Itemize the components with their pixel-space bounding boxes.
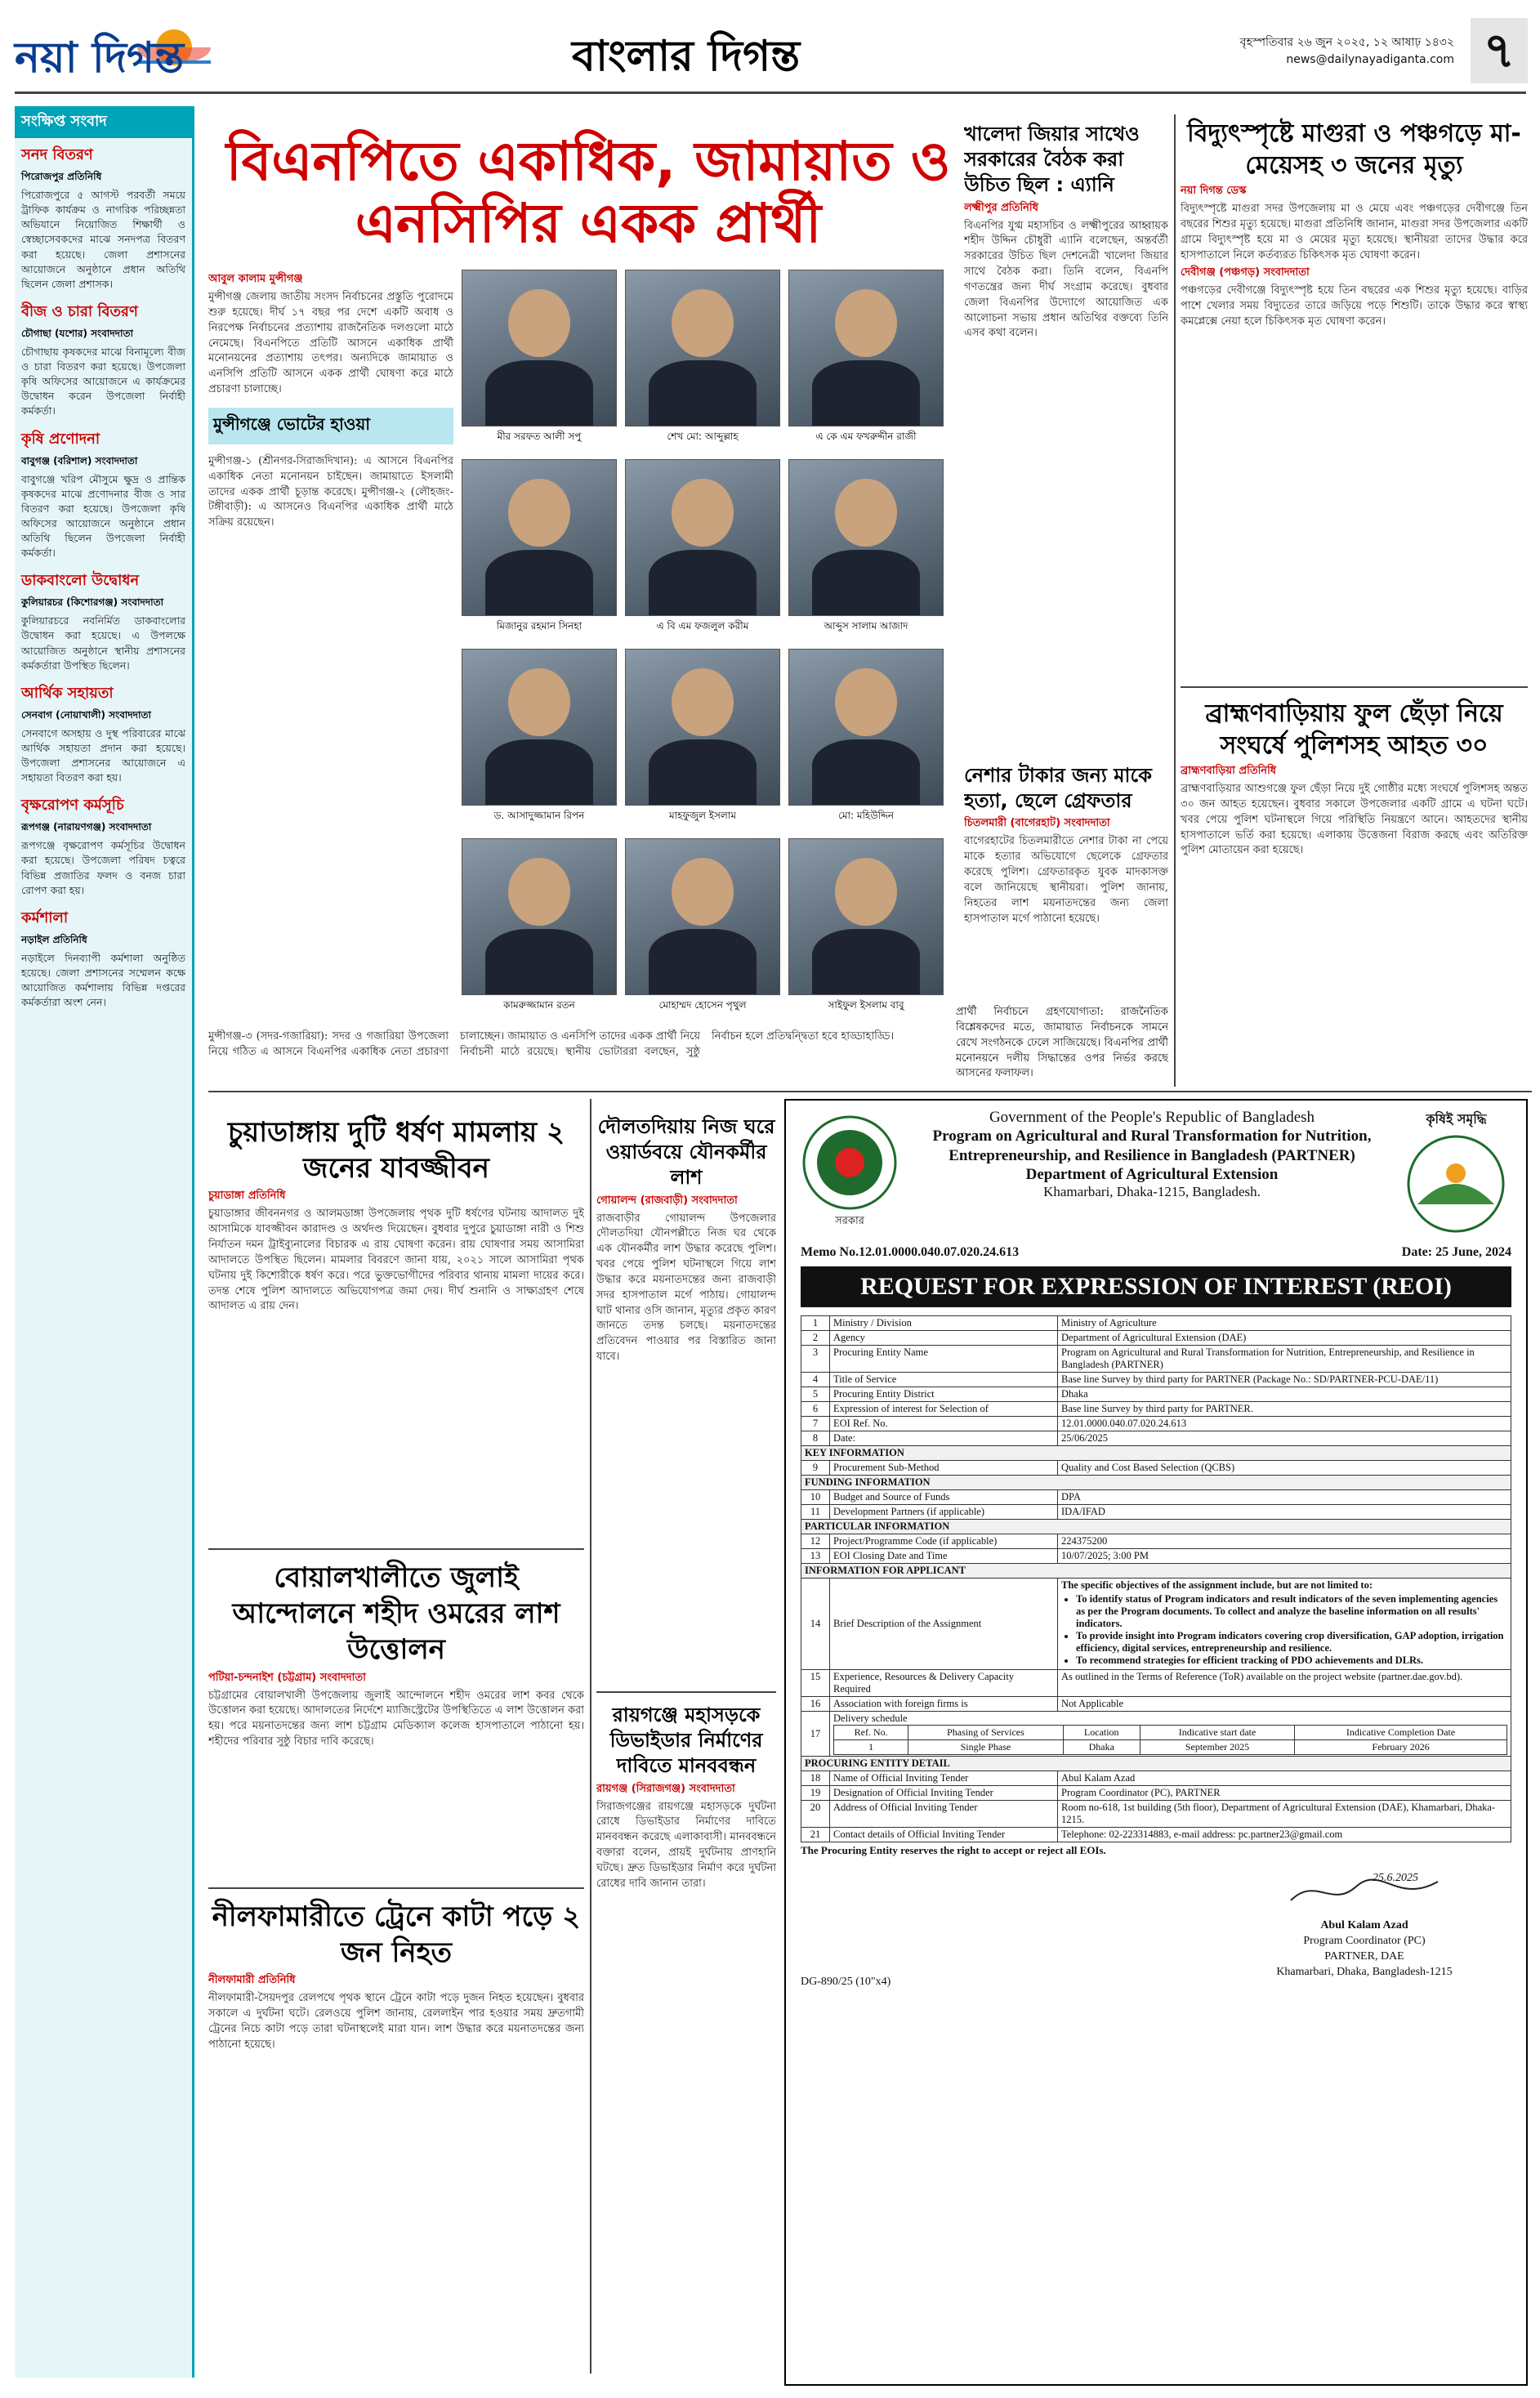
reoi-row-label: Agency — [830, 1331, 1058, 1346]
lead-subhead: মুন্সীগঞ্জে ভোটের হাওয়া — [208, 408, 453, 444]
sidebar-item-byline: পিরোজপুর প্রতিনিধি — [21, 171, 102, 182]
lead-byline: আবুল কালাম মুন্সীগঞ্জ — [208, 273, 303, 285]
candidate-photo-card — [788, 838, 944, 1020]
reoi-row-value: 12.01.0000.040.07.020.24.613 — [1058, 1417, 1511, 1431]
reoi-row — [801, 1331, 1511, 1346]
farmer-logo-icon — [1401, 1131, 1511, 1237]
reoi-row-number: 19 — [801, 1786, 830, 1801]
reoi-row-label: Designation of Official Inviting Tender — [830, 1786, 1058, 1801]
candidate-photo-card — [462, 270, 617, 451]
reoi-row-label: Procuring Entity Name — [830, 1346, 1058, 1373]
masthead — [0, 0, 1540, 98]
sidebar-item-byline: বাবুগঞ্জ (বরিশাল) সংবাদদাতা — [21, 454, 138, 467]
divider — [208, 1887, 584, 1889]
krishi-logo-text: কৃষিই সমৃদ্ধি — [1426, 1111, 1487, 1127]
reoi-row-label: Budget and Source of Funds — [830, 1490, 1058, 1505]
issue-date: বৃহস্পতিবার ২৬ জুন ২০২৫, ১২ আষাঢ় ১৪৩২ — [1239, 36, 1454, 49]
reoi-banner: REQUEST FOR EXPRESSION OF INTEREST (REOI) — [801, 1266, 1511, 1307]
reoi-row-label: Project/Programme Code (if applicable) — [830, 1534, 1058, 1549]
nilphamari-headline: নীলফামারীতে ট্রেনে কাটা পড়ে ২ জন নিহত — [212, 1900, 581, 1970]
sidebar-item-body: সেনবাগে অসহায় ও দুস্থ পরিবারের মাঝে আর্থিক সহায়তা প্রদান করা হয়েছে। উপজেলা প্রশাসনের আয়োজনে এ সহায়তা বিতরণ করা হয়। — [21, 726, 185, 784]
lead-col-bottom — [208, 1029, 952, 1078]
reoi-section-header — [801, 1757, 1511, 1771]
seal-text: সরকার — [835, 1215, 864, 1227]
candidate-photo — [625, 649, 780, 806]
reoi-row-label: Date: — [830, 1431, 1058, 1446]
divider — [1181, 686, 1528, 688]
reoi-row-value: Program Coordinator (PC), PARTNER — [1058, 1786, 1511, 1801]
reoi-row — [801, 1801, 1511, 1828]
divider — [208, 1548, 584, 1550]
delivery-header-cell: Location — [1063, 1726, 1140, 1740]
reoi-row-label: Procurement Sub-Method — [830, 1461, 1058, 1476]
sidebar-item-title: সনদ বিতরণ — [21, 146, 93, 163]
signature-date: 25.6.2025 — [1373, 1872, 1418, 1884]
reoi-row-number: 17 — [801, 1712, 830, 1757]
reoi-row-label: EOI Closing Date and Time — [830, 1549, 1058, 1564]
raiganj-body: সিরাজগঞ্জের রায়গঞ্জে মহাসড়কে দুর্ঘটনা রোধে ডিভাইডার নির্মাণের দাবিতে মানববন্ধন করেছে এলাকাবাসী। মানববন্ধনে বক্তারা বলেন, প্রায়ই দুর্ঘটনায় প্রাণহানি ঘটছে। দ্রুত ডিভাইডার নির্মাণ করে দুর্ঘটনা রোধের দাবি জানান তারা। — [596, 1800, 776, 1890]
reoi-row-value: Not Applicable — [1058, 1697, 1511, 1712]
candidate-photo-card — [462, 459, 617, 641]
nilphamari-body: নীলফামারী-সৈয়দপুর রেলপথে পৃথক স্থানে ট্রেনে কাটা পড়ে দুজন নিহত হয়েছেন। বুধবার সকালে এ দুর্ঘটনা ঘটে। রেলওয়ে পুলিশ জানায়, রেললাইন পার হওয়ার সময় দ্রুতগামী ট্রেনের নিচে কাটা পড়ে তারা ঘটনাস্থলেই মারা যান। লাশ উদ্ধার করে ময়নাতদন্তের জন্য পাঠানো হয়েছে। — [208, 1992, 584, 2051]
candidate-photo — [625, 270, 780, 426]
khaleda-byline: লক্ষ্মীপুর প্রতিনিধি — [964, 201, 1038, 214]
reoi-row — [801, 1534, 1511, 1549]
candidate-photo-card — [625, 270, 780, 451]
reoi-row-number: 12 — [801, 1534, 830, 1549]
reoi-row-value: 224375200 — [1058, 1534, 1511, 1549]
delivery-cell: February 2026 — [1295, 1740, 1507, 1755]
reoi-row — [801, 1431, 1511, 1446]
magura-body-2: পঞ্চগড়ের দেবীগঞ্জে বিদ্যুৎস্পৃষ্ট হয়ে তিন বছরের এক শিশুর মৃত্যু হয়েছে। বাড়ির পাশে খেলার সময় বিদ্যুতের তারে জড়িয়ে পড়ে শিশুটি। তাকে উদ্ধার করে স্বাস্থ্য কমপ্লেক্সে নেয়া হলে চিকিৎসক মৃত ঘোষণা করেন। — [1181, 284, 1528, 328]
sidebar-news-item — [21, 793, 185, 898]
sidebar-news-item — [21, 427, 185, 561]
lead-headline: বিএনপিতে একাধিক, জামায়াত ও এনসিপির একক প্রার্থী — [225, 130, 951, 255]
boalkhali-headline: বোয়ালখালীতে জুলাই আন্দোলনে শহীদ ওমরের লাশ উত্তোলন — [232, 1561, 560, 1667]
nilphamari-story — [208, 1896, 584, 2378]
delivery-schedule-label: Delivery schedule — [833, 1713, 908, 1724]
sidebar-item-body: কুলিয়ারচরে নবনির্মিত ডাকবাংলোর উদ্বোধন করা হয়েছে। এ উপলক্ষে আয়োজিত অনুষ্ঠানে স্থানীয় প্রশাসনের কর্মকর্তারা উপস্থিত ছিলেন। — [21, 614, 185, 672]
dg-code: DG-890/25 (10"x4) — [801, 1976, 891, 1988]
reoi-row-number: 11 — [801, 1505, 830, 1520]
sidebar-item-byline: রূপগঞ্জ (নারায়ণগঞ্জ) সংবাদদাতা — [21, 821, 152, 833]
sidebar-item-body: চৌগাছায় কৃষকদের মাঝে বিনামূল্যে বীজ ও চারা বিতরণ করা হয়েছে। উপজেলা কৃষি অফিসের আয়োজনে এ কার্যক্রমের উদ্বোধন করেন উপজেলা নির্বাহী কর্মকর্তা। — [21, 345, 185, 418]
reoi-row-value: Dhaka — [1058, 1387, 1511, 1402]
candidate-photo-card — [462, 649, 617, 830]
reoi-row-label: Brief Description of the Assignment — [830, 1579, 1058, 1670]
candidate-photo — [788, 270, 944, 426]
reoi-row-number: 20 — [801, 1801, 830, 1828]
divider — [596, 1691, 776, 1693]
sidebar-item-title: বীজ ও চারা বিতরণ — [21, 302, 138, 320]
reoi-row-number: 4 — [801, 1373, 830, 1387]
raiganj-story — [596, 1699, 776, 2378]
page-number: ৭ — [1471, 18, 1528, 83]
reoi-row-value: DPA — [1058, 1490, 1511, 1505]
reoi-row — [801, 1828, 1511, 1842]
reoi-row-value: Base line Survey by third party for PARTNER (Package No.: SD/PARTNER-PCU-DAE/11) — [1058, 1373, 1511, 1387]
candidate-photo — [462, 649, 617, 806]
khaleda-headline: খালেদা জিয়ার সাথেও সরকারের বৈঠক করা উচিত ছিল : এ্যানি — [964, 123, 1140, 197]
ad-dept-line: Department of Agricultural Extension — [1025, 1165, 1279, 1183]
sidebar-news-item — [21, 300, 185, 419]
reoi-row-label: Address of Official Inviting Tender — [830, 1801, 1058, 1828]
magura-body: বিদ্যুৎস্পৃষ্টে মাগুরা সদর উপজেলায় মা ও মেয়ে এবং পঞ্চগড়ের দেবীগঞ্জে তিন বছরের শিশুর মৃত্যু হয়েছে। মাগুরা প্রতিনিধি জানান, মাগুরা সদর উপজেলার একটি গ্রামে বিদ্যুৎস্পৃষ্ট হয়ে মা ও মেয়ের মৃত্যু হয়েছে। স্থানীয়রা তাদের উদ্ধার করে হাসপাতালে নিলে কর্তব্যরত চিকিৎসক মৃত ঘোষণা করেন। — [1181, 203, 1528, 261]
reoi-row-label: Association with foreign firms is — [830, 1697, 1058, 1712]
sidebar-item-body: বাবুগঞ্জে খরিপ মৌসুমে ক্ষুদ্র ও প্রান্তিক কৃষকদের মাঝে প্রণোদনার বীজ ও সার বিতরণ করা হয়েছে। উপজেলা কৃষি অফিসের আয়োজনে অনুষ্ঠানে প্রধান অতিথি ছিলেন উপজেলা নির্বাহী কর্মকর্তা। — [21, 472, 185, 560]
sidebar-item-byline: নড়াইল প্রতিনিধি — [21, 933, 87, 945]
reoi-row-value: IDA/IFAD — [1058, 1505, 1511, 1520]
reoi-row — [801, 1316, 1511, 1331]
neshar-byline: চিতলমারী (বাগেরহাট) সংবাদদাতা — [964, 817, 1110, 830]
candidate-photo — [625, 838, 780, 995]
sig-name: Abul Kalam Azad — [1320, 1919, 1408, 1931]
candidate-photo — [788, 838, 944, 995]
lead-body-3: মুন্সীগঞ্জ-৩ (সদর-গজারিয়া): সদর ও গজারিয়া উপজেলা নিয়ে গঠিত এ আসনে বিএনপির একাধিক নেতা প্রচারণা চালাচ্ছেন। জামায়াত ও এনসিপি তাদের একক প্রার্থী নিয়ে নির্বাচনী মাঠে রয়েছে। স্থানীয় ভোটাররা বলছেন, সুষ্ঠু নির্বাচন হলে প্রতিদ্বন্দ্বিতা হবে হাড্ডাহাড্ডি। — [208, 1030, 895, 1058]
khaleda-body: বিএনপির যুগ্ম মহাসচিব ও লক্ষ্মীপুরের আহ্বায়ক শহীদ উদ্দিন চৌধুরী এ্যানি বলেছেন, অন্তর্বর্তী সরকারের উচিত ছিল দেশনেত্রী খালেদা জিয়ার সাথে বৈঠক করা। তিনি বলেন, বিএনপি গণতন্ত্রের জন্য দীর্ঘ সংগ্রাম করেছে। বুধবার জেলা বিএনপির উদ্যোগে আয়োজিত এক আলোচনা সভায় প্রধান অতিথির বক্তব্যে তিনি এসব কথা বলেন। — [964, 219, 1168, 340]
magura-headline: বিদ্যুৎস্পৃষ্টে মাগুরা ও পঞ্চগড়ে মা-মেয়েসহ ৩ জনের মৃত্যু — [1187, 119, 1521, 180]
reoi-row-value: Ministry of Agriculture — [1058, 1316, 1511, 1331]
reoi-row-number: 21 — [801, 1828, 830, 1842]
brahmanbaria-body: ব্রাহ্মণবাড়িয়ার আশুগঞ্জে ফুল ছেঁড়া নিয়ে দুই গোষ্ঠীর মধ্যে সংঘর্ষে পুলিশসহ অন্তত ৩০ জন আহত হয়েছেন। বুধবার সকালে উপজেলার একটি গ্রামে এ ঘটনা ঘটে। খবর পেয়ে পুলিশ ঘটনাস্থলে গিয়ে পরিস্থিতি নিয়ন্ত্রণে আনে। আহতদের স্থানীয় হাসপাতালে ভর্তি করা হয়েছে। এলাকায় উত্তেজনা বিরাজ করছে এবং অতিরিক্ত পুলিশ মোতায়েন করা হয়েছে। — [1181, 783, 1528, 857]
ad-date: Date: 25 June, 2024 — [1401, 1245, 1511, 1259]
candidate-photo — [625, 459, 780, 616]
brahmanbaria-headline: ব্রাহ্মণবাড়িয়ায় ফুল ছেঁড়া নিয়ে সংঘর্ষে পুলিশসহ আহত ৩০ — [1205, 699, 1503, 760]
doulatdia-headline: দৌলতদিয়ায় নিজ ঘরে ওয়ার্ডবয়ে যৌনকর্মীর লাশ — [597, 1115, 775, 1190]
reoi-row-number: 7 — [801, 1417, 830, 1431]
sidebar-item-byline: চৌগাছা (যশোর) সংবাদদাতা — [21, 327, 133, 339]
reoi-row — [801, 1461, 1511, 1476]
raiganj-headline: রায়গঞ্জে মহাসড়কে ডিভাইডার নির্মাণের দাবিতে মানববন্ধন — [609, 1704, 763, 1778]
delivery-cell: 1 — [834, 1740, 908, 1755]
candidate-caption: শেখ মো: আব্দুল্লাহ — [667, 431, 739, 442]
reoi-row — [801, 1771, 1511, 1786]
reoi-row-number: 14 — [801, 1579, 830, 1670]
reoi-row — [801, 1490, 1511, 1505]
ad-right-logo — [1401, 1109, 1511, 1239]
reoi-row-number: 15 — [801, 1670, 830, 1697]
reoi-section-header — [801, 1446, 1511, 1461]
sig-org: PARTNER, DAE — [1324, 1949, 1404, 1963]
reoi-row-number: 8 — [801, 1431, 830, 1446]
chuadanga-byline: চুয়াডাঙ্গা প্রতিনিধি — [208, 1190, 286, 1203]
reoi-row-label: EOI Ref. No. — [830, 1417, 1058, 1431]
magura-story — [1181, 114, 1528, 678]
reoi-row — [801, 1346, 1511, 1373]
candidate-photo-card — [625, 838, 780, 1020]
sidebar-news-item — [21, 569, 185, 673]
reoi-row — [801, 1549, 1511, 1564]
candidate-caption: আব্দুস সালাম আজাদ — [824, 620, 908, 632]
reoi-row — [801, 1786, 1511, 1801]
reoi-section-title: PARTICULAR INFORMATION — [801, 1520, 1511, 1534]
neshar-headline: নেশার টাকার জন্য মাকে হত্যা, ছেলে গ্রেফতার — [964, 764, 1152, 813]
boalkhali-body: চট্টগ্রামের বোয়ালখালী উপজেলায় জুলাই আন্দোলনে শহীদ ওমরের লাশ কবর থেকে উত্তোলন করা হয়েছে। আদালতের নির্দেশে ম্যাজিস্ট্রেটের উপস্থিতিতে এ লাশ উত্তোলন করা হয়। পরে ময়নাতদন্তের জন্য লাশ চট্টগ্রাম মেডিক্যাল কলেজ হাসপাতালে পাঠানো হয়। শহীদের পরিবার সুষ্ঠু বিচার দাবি করেছে। — [208, 1689, 584, 1748]
sidebar-item-byline: সেনবাগ (নোয়াখালী) সংবাদদাতা — [21, 708, 151, 721]
reoi-row-value: Base line Survey by third party for PARTNER. — [1058, 1402, 1511, 1417]
section-title: বাংলার দিগন্ত — [572, 32, 801, 81]
reoi-row-value: As outlined in the Terms of Reference (ToR) available on the project website (partner.dae.gov.bd). — [1058, 1670, 1511, 1697]
assignment-intro: The specific objectives of the assignment include, but are not limited to: — [1061, 1579, 1373, 1591]
reoi-row — [801, 1373, 1511, 1387]
reoi-row-number: 2 — [801, 1331, 830, 1346]
boalkhali-byline: পটিয়া-চন্দনাইশ (চট্টগ্রাম) সংবাদদাতা — [208, 1671, 366, 1684]
candidate-caption: মিজানুর রহমান সিনহা — [496, 620, 583, 632]
sidebar-item-body: রূপগঞ্জে বৃক্ষরোপণ কর্মসূচির উদ্বোধন করা হয়েছে। উপজেলা পরিষদ চত্বরে বিভিন্ন প্রজাতির ফলদ ও বনজ চারা রোপণ করা হয়। — [21, 839, 185, 896]
sidebar-item-title: ডাকবাংলো উদ্বোধন — [21, 572, 140, 590]
candidate-photo-card — [788, 459, 944, 641]
reoi-row-label: Name of Official Inviting Tender — [830, 1771, 1058, 1786]
chuadanga-body: চুয়াডাঙ্গার জীবননগর ও আলমডাঙ্গা উপজেলায় পৃথক দুটি ধর্ষণের ঘটনায় আদালত দুই আসামিকে যাবজ্জীবন কারাদণ্ড ও অর্থদণ্ড দিয়েছেন। বুধবার দুপুরে চুয়াডাঙ্গা নারী ও শিশু নির্যাতন দমন ট্রাইব্যুনালের বিচারক এ রায় ঘোষণা করেন। রায় ঘোষণার সময় আসামিরা আদালতে উপস্থিত ছিলেন। মামলার বিবরণে জানা যায়, ২০২১ সালে আসামিরা পৃথক ঘটনায় দুই কিশোরীকে ধর্ষণ করে। পরে ভুক্তভোগীদের পরিবার থানায় মামলা দায়ের করে। তদন্ত শেষে পুলিশ আদালতে অভিযোগপত্র জমা দেয়। দীর্ঘ শুনানি ও সাক্ষ্যগ্রহণ শেষে আদালত এ রায় দেন। — [208, 1208, 584, 1313]
sidebar-item-title: কৃষি প্রণোদনা — [21, 430, 100, 448]
candidate-caption: ড. আসাদুজ্জামান রিপন — [493, 810, 585, 821]
reoi-row-value: Room no-618, 1st building (5th floor), Department of Agricultural Extension (DAE), Khamarbari, Dhaka-1215. — [1058, 1801, 1511, 1828]
reoi-row — [801, 1712, 1511, 1757]
candidate-photo-card — [625, 459, 780, 641]
reoi-row-number: 13 — [801, 1549, 830, 1564]
reoi-row — [801, 1402, 1511, 1417]
candidate-photo-card — [788, 270, 944, 451]
lead-body-2: মুন্সীগঞ্জ-১ (শ্রীনগর-সিরাজদিখান): এ আসনে বিএনপির একাধিক নেতা মনোনয়ন চাইছেন। জামায়াতে ইসলামী তাদের একক প্রার্থী চূড়ান্ত করেছে। মুন্সীগঞ্জ-২ (লৌহজং-টঙ্গীবাড়ী): এ আসনেও বিএনপির একাধিক প্রার্থী মাঠে সক্রিয় রয়েছেন। — [208, 454, 453, 529]
reoi-row-label: Procuring Entity District — [830, 1387, 1058, 1402]
reoi-row-label: Ministry / Division — [830, 1316, 1058, 1331]
sidebar-news-item — [21, 681, 185, 786]
reoi-advertisement — [784, 1099, 1528, 2386]
candidate-caption: এ কে এম ফখরুদ্দীন রাজী — [815, 431, 917, 442]
reoi-row-label: Expression of interest for Selection of — [830, 1402, 1058, 1417]
assignment-objective: • To identify status of Program indicators and result indicators of the seven implementing agencies as per the Program documents. To collect and analyze the baseline information on all results' indicators. — [1076, 1593, 1507, 1630]
divider — [590, 1099, 591, 2373]
delivery-header-cell: Indicative start date — [1140, 1726, 1294, 1740]
reoi-row-label: Experience, Resources & Delivery Capacity Required — [830, 1670, 1058, 1697]
reoi-row-number: 18 — [801, 1771, 830, 1786]
brahmanbaria-story — [1181, 694, 1528, 1087]
reoi-row-label: Title of Service — [830, 1373, 1058, 1387]
chuadanga-headline: চুয়াডাঙ্গায় দুটি ধর্ষণ মামলায় ২ জনের যাবজ্জীবন — [227, 1116, 565, 1186]
candidate-caption: মাহফুজুল ইসলাম — [669, 810, 736, 821]
lead-body-4: প্রার্থী নির্বাচনে গ্রহণযোগ্যতা: রাজনৈতিক বিশ্লেষকদের মতে, জামায়াত নির্বাচনকে সামনে রেখে সংগঠনকে ঢেলে সাজিয়েছে। বিএনপির প্রার্থী মনোনয়নে দলীয় সিদ্ধান্তের ওপর নির্ভর করছে আসনের ফলাফল। — [956, 1006, 1168, 1080]
delivery-cell: September 2025 — [1140, 1740, 1294, 1755]
reoi-section-title: INFORMATION FOR APPLICANT — [801, 1564, 1511, 1579]
ad-govt-line: Government of the People's Republic of Bangladesh — [989, 1109, 1315, 1126]
divider — [208, 1091, 1532, 1092]
sidebar-header: সংক্ষিপ্ত সংবাদ — [15, 106, 192, 138]
masthead-rule — [15, 92, 1526, 94]
sidebar-item-title: আর্থিক সহায়তা — [21, 684, 114, 702]
ad-footer-note: The Procuring Entity reserves the right to accept or reject all EOIs. — [801, 1844, 1106, 1856]
reoi-row-label: Contact details of Official Inviting Tender — [830, 1828, 1058, 1842]
lead-photo-grid — [462, 270, 952, 1087]
sig-addr: Khamarbari, Dhaka, Bangladesh-1215 — [1276, 1965, 1453, 1978]
lead-col-1 — [208, 270, 453, 1021]
doulatdia-body: রাজবাড়ীর গোয়ালন্দ উপজেলার দৌলতদিয়া যৌনপল্লীতে নিজ ঘর থেকে এক যৌনকর্মীর লাশ উদ্ধার করেছে পুলিশ। খবর পেয়ে পুলিশ ঘটনাস্থলে গিয়ে লাশ উদ্ধার করে ময়নাতদন্তের জন্য রাজবাড়ী সদর হাসপাতাল মর্গে পাঠায়। গোয়ালন্দ ঘাট থানার ওসি জানান, মৃত্যুর প্রকৃত কারণ জানতে তদন্ত চলছে। ময়নাতদন্তের প্রতিবেদন পাওয়ার পর বিস্তারিত জানা যাবে। — [596, 1212, 776, 1364]
reoi-row-value: Quality and Cost Based Selection (QCBS) — [1058, 1461, 1511, 1476]
neshar-story — [964, 760, 1168, 1001]
reoi-row-number: 3 — [801, 1346, 830, 1373]
boalkhali-story — [208, 1556, 584, 1883]
sidebar-item-body: নড়াইলে দিনব্যাপী কর্মশালা অনুষ্ঠিত হয়েছে। জেলা প্রশাসনের সম্মেলন কক্ষে আয়োজিত কর্মশালায় বিভিন্ন দপ্তরের কর্মকর্তারা অংশ নেন। — [21, 951, 185, 1009]
candidate-photo — [462, 459, 617, 616]
reoi-section-title: PROCURING ENTITY DETAIL — [801, 1757, 1511, 1771]
reoi-row — [801, 1670, 1511, 1697]
divider — [1174, 114, 1176, 1087]
reoi-row-value: 25/06/2025 — [1058, 1431, 1511, 1446]
candidate-caption: মীর সরফত আলী সপু — [497, 431, 582, 442]
reoi-row-label: Development Partners (if applicable) — [830, 1505, 1058, 1520]
chuadanga-story — [208, 1111, 584, 1544]
candidate-photo-card — [462, 838, 617, 1020]
magura-subbyline: দেবীগঞ্জ (পঞ্চগড়) সংবাদদাতা — [1181, 266, 1310, 279]
reoi-row-number: 16 — [801, 1697, 830, 1712]
logo — [15, 16, 260, 82]
ad-address-line: Khamarbari, Dhaka-1215, Bangladesh. — [1043, 1183, 1261, 1199]
reoi-section-title: FUNDING INFORMATION — [801, 1476, 1511, 1490]
reoi-table — [801, 1315, 1511, 1842]
candidate-caption: মোহাম্মদ হোসেন পৃথুল — [658, 999, 747, 1011]
candidate-photo — [788, 459, 944, 616]
reoi-row-value: Program on Agricultural and Rural Transformation for Nutrition, Entrepreneurship, and Resilience in Bangladesh (PARTNER) — [1058, 1346, 1511, 1373]
delivery-header-cell: Phasing of Services — [908, 1726, 1063, 1740]
sidebar-item-body: পিরোজপুরে ৫ আগস্ট পরবর্তী সময়ে ট্রাফিক কার্যক্রম ও নাগরিক পরিচ্ছন্নতা অভিযানে নিয়োজিত শিক্ষার্থী ও স্বেচ্ছাসেবকদের মাঝে সনদপত্র বিতরণ করা হয়েছে। জেলা প্রশাসনের আয়োজনে অনুষ্ঠানে প্রধান অতিথি ছিলেন জেলা প্রশাসক। — [21, 189, 185, 290]
candidate-photo-card — [788, 649, 944, 830]
candidate-photo — [462, 270, 617, 426]
reoi-row — [801, 1697, 1511, 1712]
assignment-objective: • To recommend strategies for efficient tracking of PDO achievements and DLRs. — [1076, 1654, 1507, 1667]
reoi-section-title: KEY INFORMATION — [801, 1446, 1511, 1461]
reoi-row-value: Abul Kalam Azad — [1058, 1771, 1511, 1786]
doulatdia-byline: গোয়ালন্দ (রাজবাড়ী) সংবাদদাতা — [596, 1194, 738, 1207]
delivery-header-cell: Indicative Completion Date — [1295, 1726, 1507, 1740]
delivery-cell: Single Phase — [908, 1740, 1063, 1755]
reoi-row — [801, 1387, 1511, 1402]
reoi-row-value: 10/07/2025; 3:00 PM — [1058, 1549, 1511, 1564]
reoi-row-number: 10 — [801, 1490, 830, 1505]
assignment-objective: • To provide insight into Program indicators covering crop diversification, GAP adoption, irrigation efficiency, digital services, entrepreneurship and resilience. — [1076, 1630, 1507, 1654]
reoi-section-header — [801, 1520, 1511, 1534]
email: news@dailynayadiganta.com — [1286, 53, 1454, 66]
delivery-cell: Dhaka — [1063, 1740, 1140, 1755]
candidate-caption: এ বি এম ফজলুল করীম — [656, 620, 749, 632]
delivery-header-cell: Ref. No. — [834, 1726, 908, 1740]
reoi-row-number: 5 — [801, 1387, 830, 1402]
reoi-row-value: Department of Agricultural Extension (DAE) — [1058, 1331, 1511, 1346]
sidebar-news-item — [21, 143, 185, 292]
neshar-body: বাগেরহাটের চিতলমারীতে নেশার টাকা না পেয়ে মাকে হত্যার অভিযোগে ছেলেকে গ্রেফতার করেছে পুলিশ। গ্রেফতারকৃত যুবক মাদকাসক্ত বলে জানিয়েছে স্থানীয়রা। পুলিশ জানায়, নিহতের লাশ ময়নাতদন্তের জন্য জেলা হাসপাতাল মর্গে পাঠানো হয়েছে। — [964, 835, 1168, 925]
doulatdia-story — [596, 1111, 776, 1683]
reoi-row — [801, 1505, 1511, 1520]
khaleda-story — [964, 118, 1168, 764]
reoi-row-value: Telephone: 02-223314883, e-mail address: pc.partner23@gmail.com — [1058, 1828, 1511, 1842]
sidebar-item-title: বৃক্ষরোপণ কর্মসূচি — [21, 797, 124, 815]
sidebar-item-title: কর্মশালা — [21, 909, 69, 927]
magura-byline: নয়া দিগন্ত ডেস্ক — [1181, 185, 1247, 197]
signature-icon — [1283, 1872, 1446, 1913]
logo-text: নয়া দিগন্ত — [15, 33, 184, 83]
sidebar-news-briefs — [15, 106, 194, 2378]
sig-title: Program Coordinator (PC) — [1303, 1934, 1426, 1947]
reoi-row-number: 9 — [801, 1461, 830, 1476]
ad-program-line: Program on Agricultural and Rural Transformation for Nutrition, Entrepreneurship, and Resilience in Bangladesh (PARTNER) — [932, 1128, 1372, 1164]
reoi-section-header — [801, 1564, 1511, 1579]
candidate-caption: সাইফুল ইসলাম বাবু — [828, 999, 904, 1011]
reoi-row-number: 6 — [801, 1402, 830, 1417]
nilphamari-byline: নীলফামারী প্রতিনিধি — [208, 1974, 296, 1987]
signature — [1283, 1872, 1446, 1913]
candidate-caption: মো: মহিউদ্দিন — [837, 810, 895, 821]
brahmanbaria-byline: ব্রাহ্মণবাড়িয়া প্রতিনিধি — [1181, 765, 1277, 777]
candidate-photo — [462, 838, 617, 995]
government-seal-icon — [801, 1114, 899, 1212]
reoi-row-number: 1 — [801, 1316, 830, 1331]
reoi-row — [801, 1579, 1511, 1670]
reoi-row — [801, 1417, 1511, 1431]
reoi-section-header — [801, 1476, 1511, 1490]
candidate-photo — [788, 649, 944, 806]
candidate-caption: কামরুজ্জামান রতন — [503, 999, 575, 1011]
sidebar-item-byline: কুলিয়ারচর (কিশোরগঞ্জ) সংবাদদাতা — [21, 596, 164, 609]
lead-body-1: মুন্সীগঞ্জ জেলায় জাতীয় সংসদ নির্বাচনের প্রস্তুতি পুরোদমে শুরু হয়েছে। দীর্ঘ ১৭ বছর পর দেশে একটি অবাধ ও নিরপেক্ষ নির্বাচনের প্রত্যাশায় রাজনৈতিক দলগুলো মাঠে নেমেছে। বিএনপিতে প্রতিটি আসনে একাধিক প্রার্থী মনোনয়নের প্রত্যাশায় তৎপর। অন্যদিকে জামায়াত ও এনসিপি প্রতিটি আসনে একক প্রার্থী ঘোষণা করে মাঠে প্রচারণা চালাচ্ছে। — [208, 291, 453, 396]
sidebar-news-item — [21, 906, 185, 1011]
candidate-photo-card — [625, 649, 780, 830]
ad-memo: Memo No.12.01.0000.040.07.020.24.613 — [801, 1245, 1020, 1259]
raiganj-byline: রায়গঞ্জ (সিরাজগঞ্জ) সংবাদদাতা — [596, 1782, 735, 1795]
